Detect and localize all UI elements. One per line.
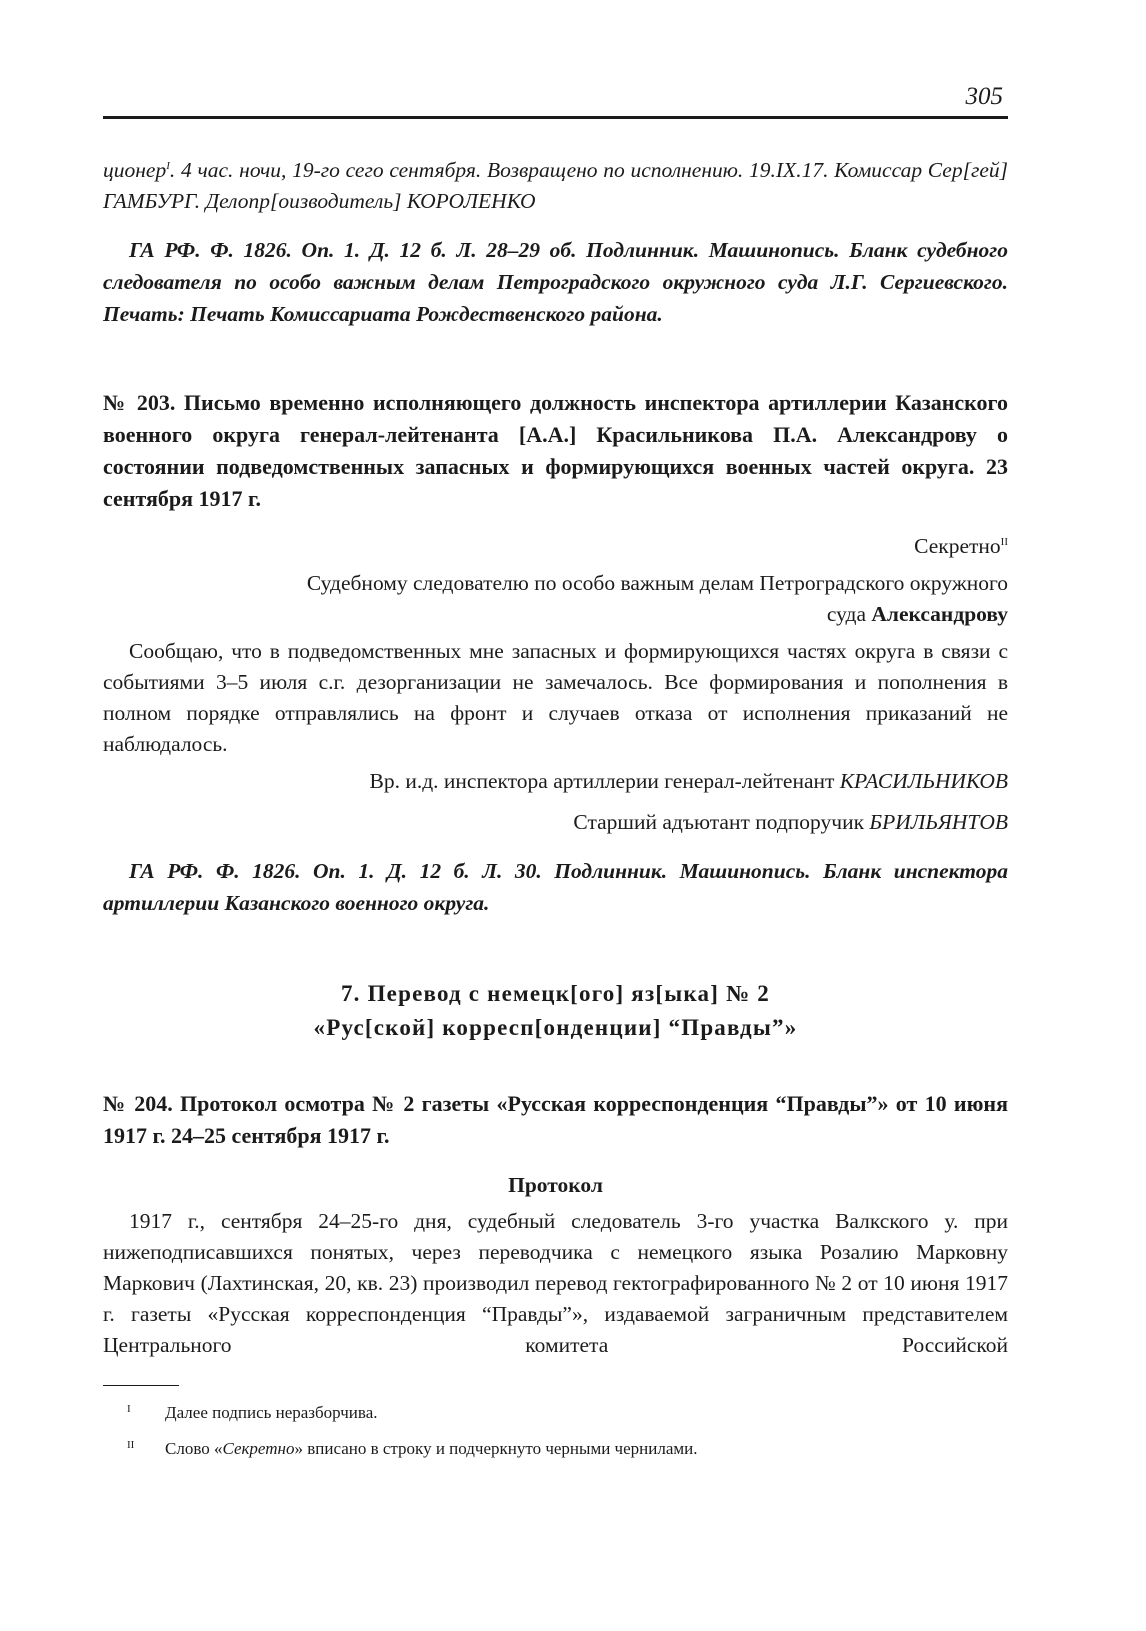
footnote-1 xyxy=(103,1402,1008,1424)
document-page xyxy=(103,82,1008,1474)
footnote-1-text: Далее подпись неразборчива. xyxy=(165,1403,378,1422)
archive-source-2: ГА РФ. Ф. 1826. Оп. 1. Д. 12 б. Л. 30. Подлинник. Машинопись. Бланк инспектора артиллерии Казанского военного округа. xyxy=(103,859,1008,915)
section-heading-line1: 7. Перевод с немецк[ого] яз[ыка] № 2 xyxy=(340,981,770,1006)
doc-203-body: Сообщаю, что в подведомственных мне запасных и формирующихся частях округа в связи с событиями 3–5 июля с.г. дезорганизации не замечалось. Все формирования и пополнения в полном порядке отправлялись на фронт и случаев отказа от исполнения приказаний не наблюдалось. xyxy=(103,639,1008,756)
doc-203-heading: № 203. Письмо временно исполняющего должность инспектора артиллерии Казанского военного округа генерал-лейтенанта [А.А.] Красильникова П.А. Александрову о состоянии подведомственных запасных и формирующихся военных частей округа. 23 сентября 1917 г. xyxy=(103,390,1008,511)
header-rule xyxy=(103,116,1008,119)
signature-2-name: БРИЛЬЯНТОВ xyxy=(869,810,1008,834)
archive-source-1: ГА РФ. Ф. 1826. Оп. 1. Д. 12 б. Л. 28–29 об. Подлинник. Машинопись. Бланк судебного следователя по особо важным делам Петроградского окружного суда Л.Г. Сергиевского. Печать: Печать Комиссариата Рождественского района. xyxy=(103,238,1008,326)
page-number: 305 xyxy=(965,83,1003,110)
footnote-ref-1: I xyxy=(166,159,170,172)
doc-204-body: 1917 г., сентября 24–25-го дня, судебный следователь 3-го участка Валкского у. при нижеподписавшихся понятых, через переводчика с немецкого языка Розалию Марковну Маркович (Лахтинская, 20, кв. 23) производил перевод гектографированного № 2 от 10 июня 1917 г. газеты «Русская корреспонденция “Правды”», издаваемой заграничным представителем Центрального комитета Российской xyxy=(103,1209,1008,1357)
section-heading-line2: «Рус[ской] корресп[онденции] “Правды”» xyxy=(313,1015,798,1040)
addressee-name: Александрову xyxy=(871,602,1008,626)
doc-204-heading: № 204. Протокол осмотра № 2 газеты «Русская корреспонденция “Правды”» от 10 июня 1917 г. 24–25 сентября 1917 г. xyxy=(103,1091,1008,1148)
addressee-line2: суда Александрову xyxy=(826,602,1008,626)
protocol-title: Протокол xyxy=(508,1173,603,1197)
footnote-2-mark: II xyxy=(127,1439,135,1451)
footnote-2 xyxy=(103,1438,1008,1460)
signature-2: Старший адъютант подпоручик БРИЛЬЯНТОВ xyxy=(573,810,1008,834)
footnote-rule xyxy=(103,1385,179,1386)
footnote-1-mark: I xyxy=(127,1403,131,1415)
section-heading xyxy=(103,977,1008,1045)
secret-mark: Секретно$^{II}$ xyxy=(914,534,1008,558)
footnote-2-text: Слово «Секретно» вписано в строку и подчеркнуто черными чернилами. xyxy=(165,1439,698,1458)
signature-1: Вр. и.д. инспектора артиллерии генерал-лейтенант КРАСИЛЬНИКОВ xyxy=(369,769,1008,793)
signature-1-name: КРАСИЛЬНИКОВ xyxy=(839,769,1008,793)
addressee-line1: Судебному следователю по особо важным делам Петроградского окружного xyxy=(306,571,1008,595)
footnote-ref-2: II xyxy=(1000,535,1008,548)
continued-text: ционер$^I$. 4 час. ночи, 19-го сего сентября. Возвращено по исполнению. 19.IX.17. Комиссар Сер[гей] ГАМБУРГ. Делопр[оизводитель] КОРОЛЕНКО xyxy=(103,158,1008,213)
